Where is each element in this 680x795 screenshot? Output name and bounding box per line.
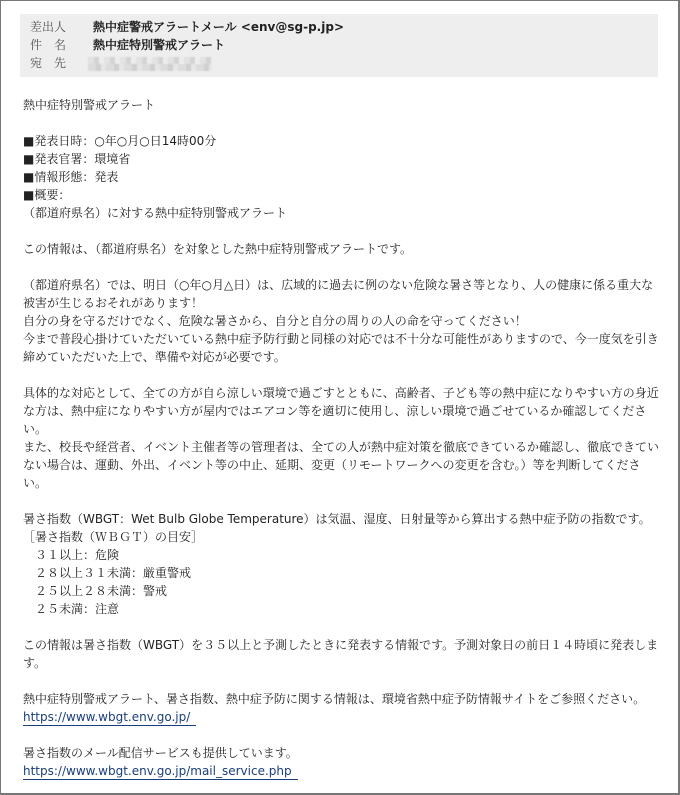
meta-summary: （都道府県名）に対する熱中症特別警戒アラート (23, 206, 288, 220)
wbgt-level-caution: ２５未満：注意 (23, 602, 120, 616)
criteria-text: この情報は暑さ指数（WBGT）を３５以上と予測したときに発表する情報です。予測対象日の前日１４時頃に発表します。 (23, 638, 659, 670)
reference-link[interactable]: https://www.wbgt.env.go.jp/ (23, 709, 196, 726)
wbgt-definition: 暑さ指数（WBGT：Wet Bulb Globe Temperature）は気温、湿度、日射量等から算出する熱中症予防の指数です。 (23, 512, 651, 526)
from-value: 熱中症警戒アラートメール <env@sg-p.jp> (93, 20, 344, 34)
to-label: 宛 先 (30, 56, 67, 70)
warning-text-2: 自分の身を守るだけでなく、危険な暑さから、自分と自分の周りの人の命を守ってください！ (23, 314, 527, 328)
actions-text-2: また、校長や経営者、イベント主催者等の管理者は、全ての人が熱中症対策を徹底できているか確認し、徹底できていない場合は、運動、外出、イベント等の中止、延期、変更（リモートワークへの変更を含む。）等を判断してください。 (23, 440, 660, 490)
meta-type: ■情報形態：発表 (23, 170, 119, 184)
body-title: 熱中症特別警戒アラート (23, 98, 156, 112)
from-label: 差出人 (30, 20, 67, 34)
meta-date: ■発表日時：○年○月○日14時00分 (23, 134, 217, 148)
warning-text-3: 今まで普段心掛けていただいている熱中症予防行動と同様の対応では不十分な可能性がありますので、今一度気を引き締めていただいた上で、準備や対応が必要です。 (23, 332, 659, 364)
to-row (20, 54, 320, 72)
wbgt-level-warning: ２５以上２８未満：警戒 (23, 584, 168, 598)
wbgt-guide-title: ［暑さ指数（ＷＢＧＴ）の目安］ (23, 530, 204, 544)
mail-service-text: 暑さ指数のメール配信サービスも提供しています。 (23, 746, 298, 760)
meta-office: ■発表官署：環境省 (23, 152, 131, 166)
meta-summary-label: ■概要： (23, 188, 71, 202)
wbgt-level-danger: ３１以上：危険 (23, 548, 120, 562)
subject-value: 熱中症特別警戒アラート (93, 38, 226, 52)
subject-label: 件 名 (30, 38, 67, 52)
wbgt-level-severe: ２８以上３１未満：厳重警戒 (23, 566, 192, 580)
email-header (20, 14, 658, 77)
email-body (23, 96, 663, 780)
to-value-redacted (88, 57, 212, 71)
warning-text-1: （都道府県名）では、明日（○年○月△日）は、広域的に過去に例のない危険な暑さ等となり、人の健康に係る重大な被害が生じるおそれがあります！ (23, 278, 654, 310)
reference-text: 熱中症特別警戒アラート、暑さ指数、熱中症予防に関する情報は、環境省熱中症予防情報サイトをご参照ください。 (23, 692, 646, 706)
actions-text-1: 具体的な対応として、全ての方が自ら涼しい環境で過ごすとともに、高齢者、子ども等の熱中症になりやすい方の身近な方は、熱中症になりやすい方が屋内ではエアコン等を適切に使用し、涼しい環境で過ごせているか確認してください。 (23, 386, 659, 436)
mail-service-link[interactable]: https://www.wbgt.env.go.jp/mail_service.php (23, 763, 298, 780)
intro-text: この情報は、（都道府県名）を対象とした熱中症特別警戒アラートです。 (23, 242, 413, 256)
